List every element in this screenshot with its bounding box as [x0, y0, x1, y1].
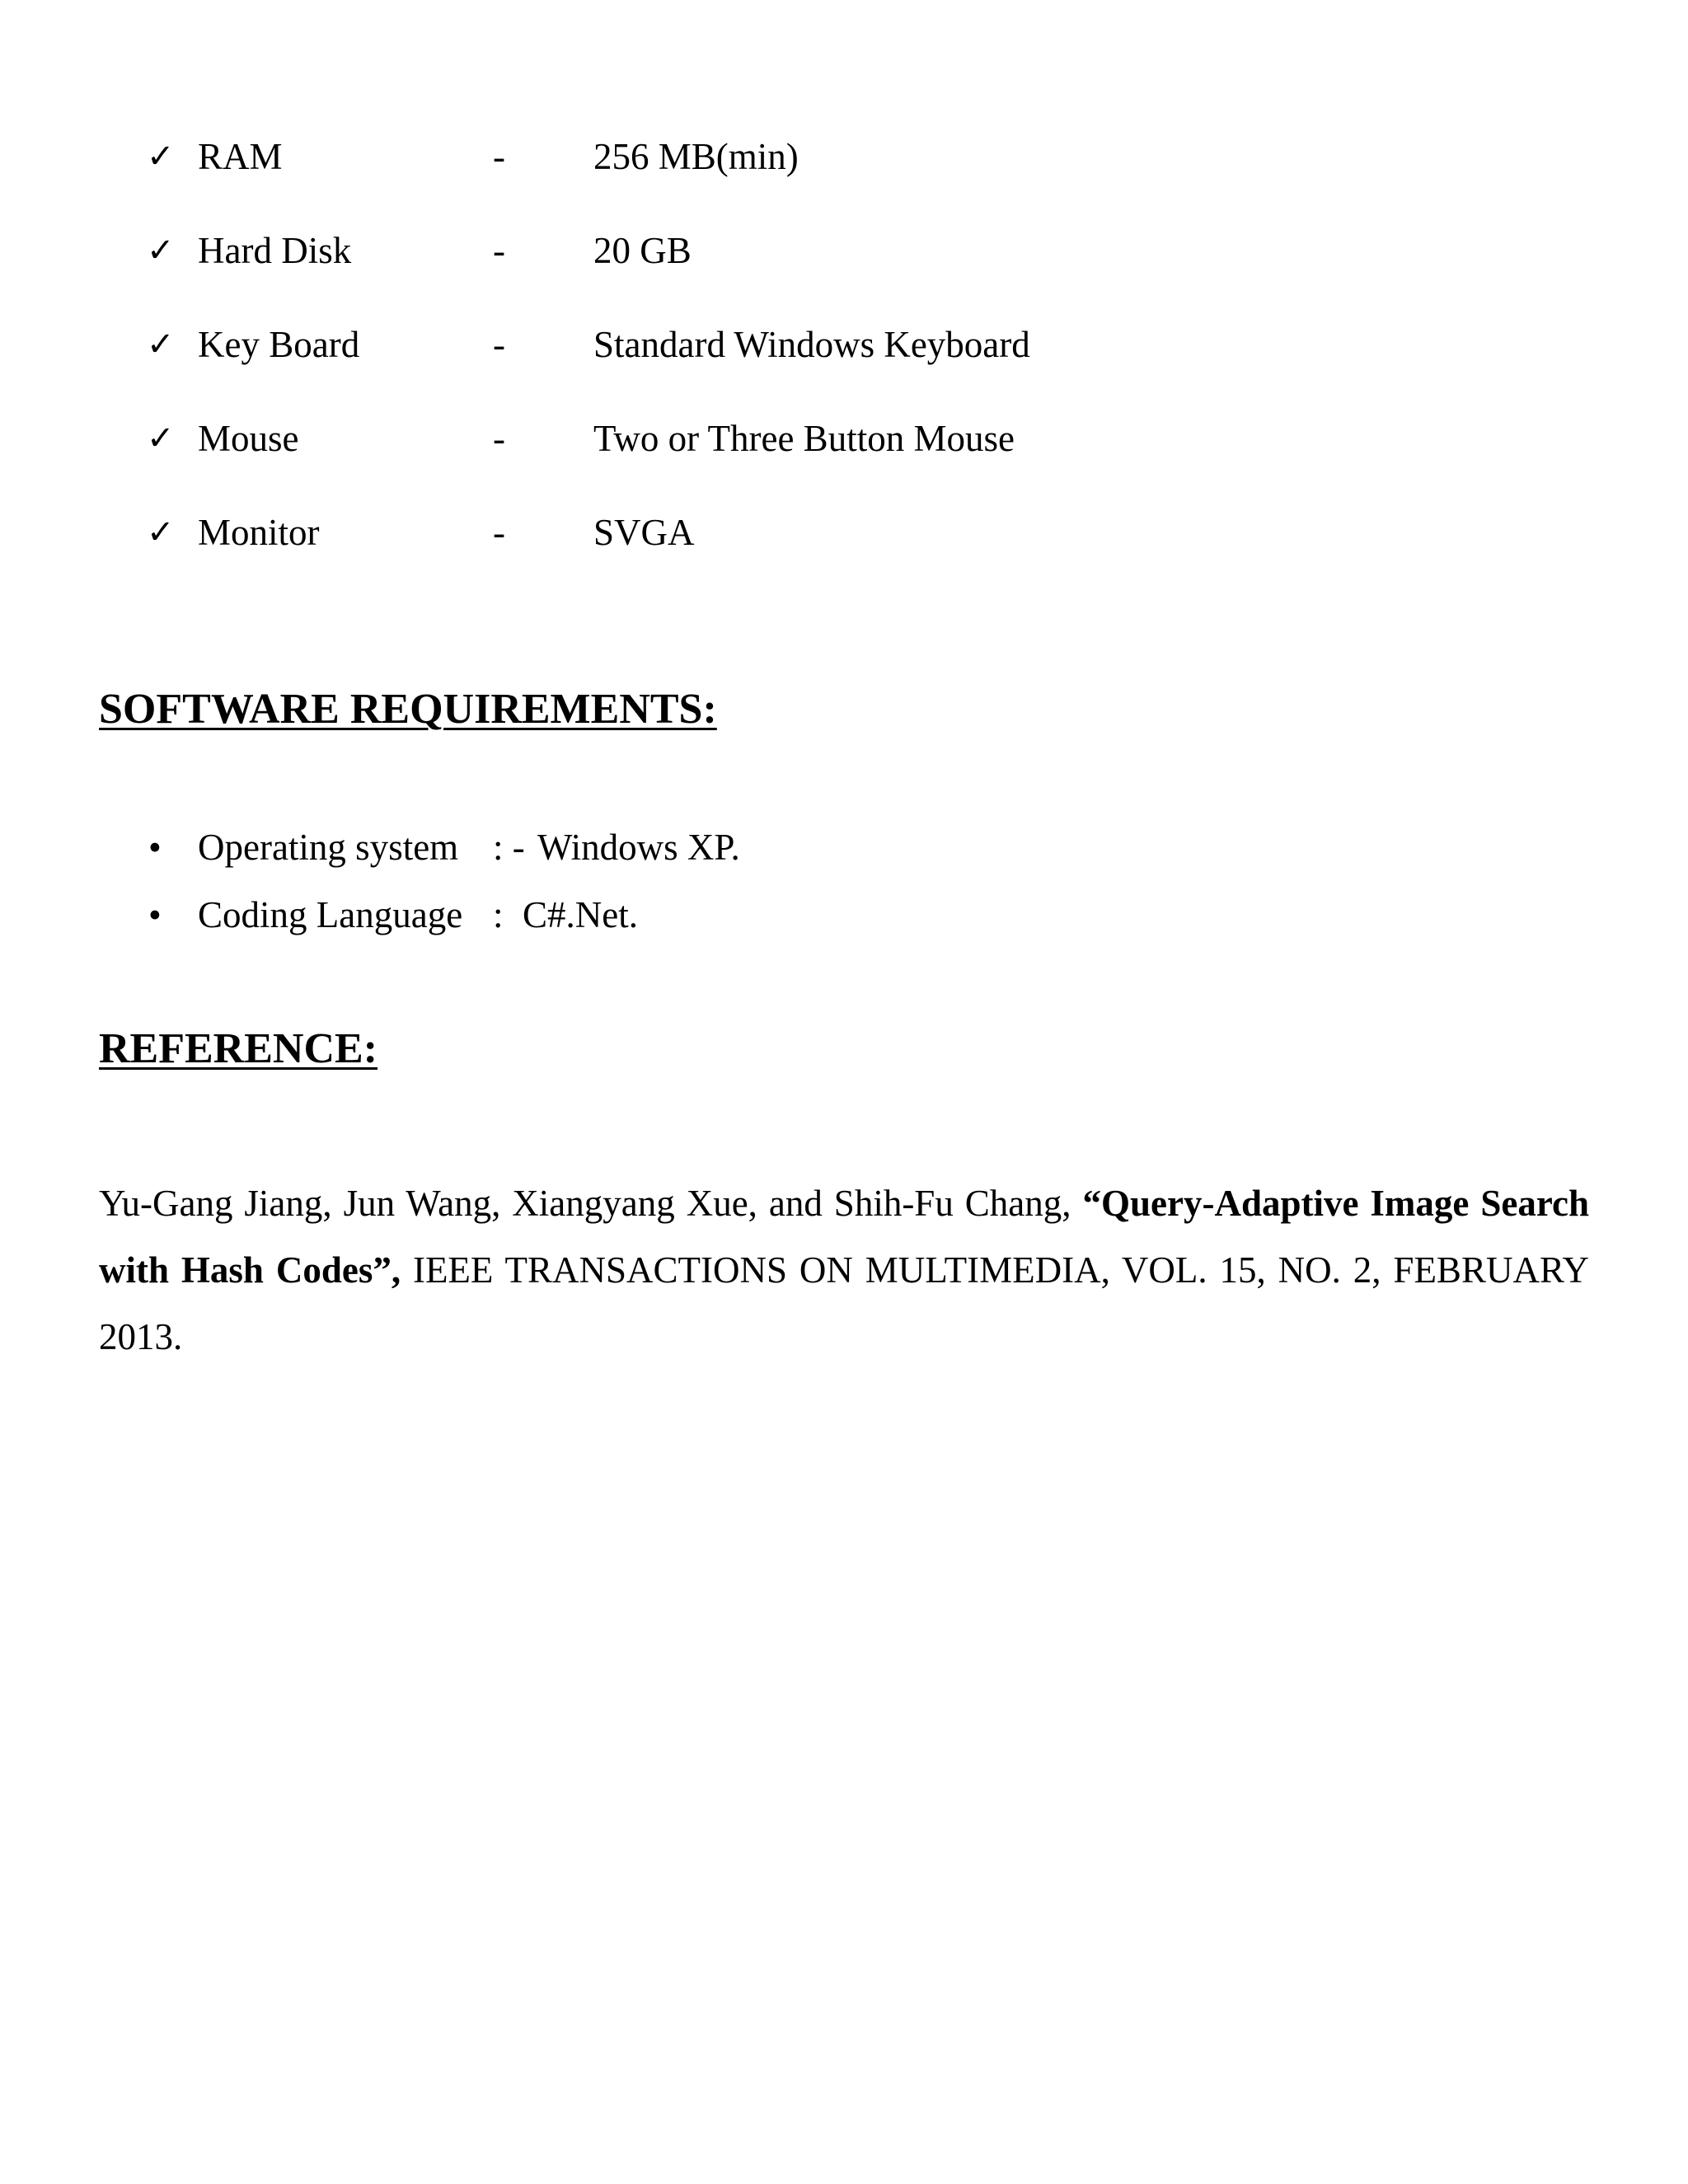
bullet-icon: • — [148, 894, 162, 935]
software-item-separator: : — [493, 894, 504, 935]
reference-heading: REFERENCE: — [99, 1025, 378, 1072]
hardware-item-hard-disk — [0, 226, 1688, 275]
bullet-icon: • — [148, 827, 162, 868]
hardware-item-ram — [0, 132, 1688, 181]
hardware-item-value: Standard Windows Keyboard — [593, 324, 1030, 365]
software-item-coding-language — [0, 890, 1688, 940]
check-icon: ✓ — [147, 326, 175, 363]
software-item-label: Coding Language — [198, 894, 463, 935]
hardware-item-separator: - — [493, 324, 505, 365]
hardware-item-separator: - — [493, 136, 505, 177]
check-icon: ✓ — [147, 138, 175, 176]
hardware-item-label: Hard Disk — [198, 230, 352, 271]
hardware-item-keyboard — [0, 320, 1688, 369]
hardware-item-monitor — [0, 508, 1688, 557]
reference-citation — [99, 1170, 1589, 1371]
reference-title: “Query-Adaptive Image Search with Hash Codes”, — [99, 1183, 1589, 1291]
software-item-value: C#.Net. — [523, 894, 638, 935]
hardware-item-label: RAM — [198, 136, 283, 177]
hardware-item-label: Monitor — [198, 512, 320, 553]
hardware-item-mouse — [0, 414, 1688, 463]
reference-publication: IEEE TRANSACTIONS ON MULTIMEDIA, VOL. 15, NO. 2, FEBRUARY 2013. — [99, 1249, 1589, 1357]
software-item-value: Windows XP. — [537, 827, 740, 868]
hardware-item-separator: - — [493, 418, 505, 459]
check-icon: ✓ — [147, 232, 175, 269]
hardware-item-value: 256 MB(min) — [593, 136, 799, 177]
hardware-item-value: Two or Three Button Mouse — [593, 418, 1015, 459]
software-item-operating-system — [0, 823, 1688, 872]
software-item-label: Operating system — [198, 827, 459, 868]
software-requirements-heading: SOFTWARE REQUIREMENTS: — [99, 686, 717, 733]
hardware-item-label: Mouse — [198, 418, 299, 459]
hardware-item-value: 20 GB — [593, 230, 692, 271]
hardware-item-value: SVGA — [593, 512, 695, 553]
check-icon: ✓ — [147, 513, 175, 551]
hardware-item-separator: - — [493, 230, 505, 271]
hardware-item-label: Key Board — [198, 324, 360, 365]
hardware-item-separator: - — [493, 512, 505, 553]
software-item-separator: : - — [493, 827, 525, 868]
reference-authors: Yu-Gang Jiang, Jun Wang, Xiangyang Xue, and Shih-Fu Chang, — [99, 1183, 1083, 1224]
check-icon: ✓ — [147, 419, 175, 457]
